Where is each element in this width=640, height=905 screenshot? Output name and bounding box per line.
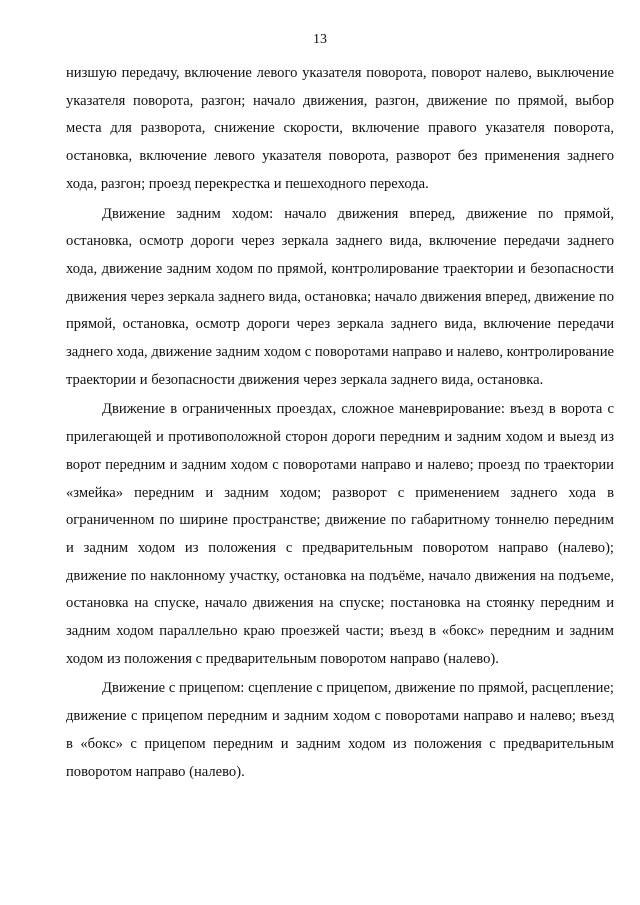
paragraph-reverse-driving: Движение задним ходом: начало движения вперед, движение по прямой, остановка, осмотр дороги через зеркала заднего вида, включение передачи заднего хода, движение задним ходом по прямой, контролирование траектории и безопасности движения через зеркала заднего вида, остановка; начало движения вперед, движение по прямой, остановка, осмотр дороги через зеркала заднего вида, включение передачи заднего хода, движение задним ходом с поворотами направо и налево, контролирование траектории и безопасности движения через зеркала заднего вида, остановка. [66,205,614,388]
paragraph-continuation: низшую передачу, включение левого указателя поворота, поворот налево, выключение указателя поворота, разгон; начало движения, разгон, движение по прямой, выбор места для разворота, снижение скорости, включение правого указателя поворота, остановка, включение левого указателя поворота, разворот без применения заднего хода, разгон; проезд перекрестка и пешеходного перехода. [66,65,614,192]
page-number: 13 [313,32,327,47]
paragraph-trailer-driving: Движение с прицепом: сцепление с прицепом, движение по прямой, расцепление; движение с прицепом передним и задним ходом с поворотами направо и налево; въезд в «бокс» с прицепом передним и задним ходом из положения с предварительным поворотом направо (налево). [66,680,614,780]
body-text [66,60,614,786]
paragraph-restricted-passages: Движение в ограниченных проездах, сложное маневрирование: въезд в ворота с прилегающей и противоположной сторон дороги передним и задним ходом и выезд из ворот передним и задним ходом с поворотами направо и налево; проезд по траектории «змейка» передним и задним ходом; разворот с применением заднего хода в ограниченном по ширине пространстве; движение по габаритному тоннелю передним и задним ходом из положения с предварительным поворотом направо (налево); движение по наклонному участку, остановка на подъёме, начало движения на подъеме, остановка на спуске, начало движения на спуске; постановка на стоянку передним и задним ходом параллельно краю проезжей части; въезд в «бокс» передним и задним ходом из положения с предварительным поворотом направо (налево). [66,401,614,667]
